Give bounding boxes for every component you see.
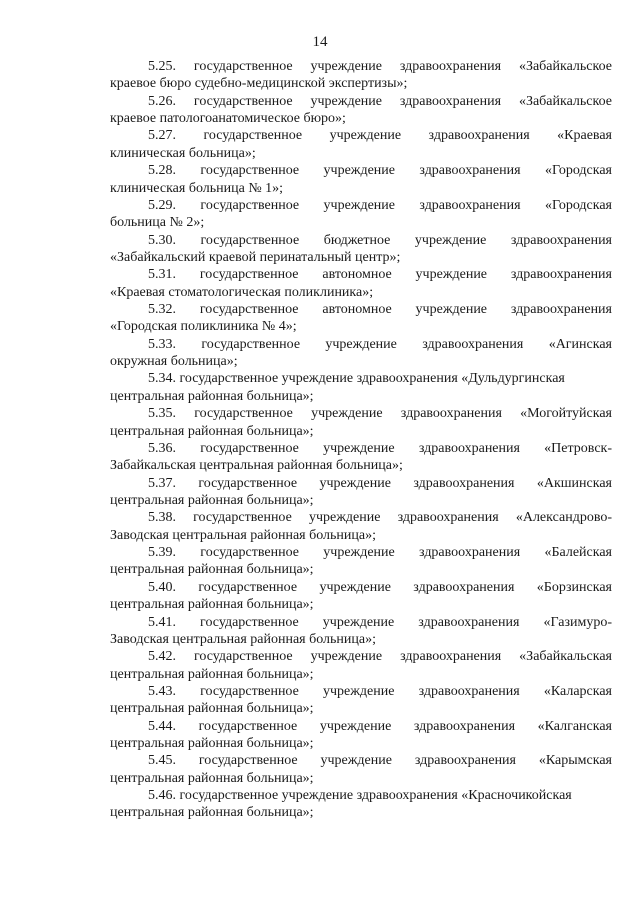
list-item-text: 5.29. государственное учреждение здравоохранения «Городская xyxy=(148,197,612,213)
list-item-text: 5.27. государственное учреждение здравоохранения «Краевая xyxy=(148,128,612,144)
list-item-5-26 xyxy=(110,93,612,128)
list-item-text: 5.39. государственное учреждение здравоохранения «Балейская xyxy=(148,545,612,561)
list-item-text: 5.26. государственное учреждение здравоохранения «Забайкальское xyxy=(148,93,612,109)
list-item-5-42 xyxy=(110,648,612,683)
list-item-continuation: центральная районная больница»; xyxy=(110,492,314,508)
list-item-5-46 xyxy=(110,787,612,822)
list-item-5-30 xyxy=(110,232,612,267)
list-item-continuation: центральная районная больница»; xyxy=(110,423,314,439)
list-item-continuation: центральная районная больница»; xyxy=(110,770,314,786)
list-item-5-27 xyxy=(110,127,612,162)
list-item-text: 5.41. государственное учреждение здравоохранения «Газимуро- xyxy=(148,614,612,630)
list-item-text: 5.43. государственное учреждение здравоохранения «Каларская xyxy=(148,683,612,699)
list-item-text: 5.45. государственное учреждение здравоохранения «Карымская xyxy=(148,753,612,769)
list-item-text: 5.36. государственное учреждение здравоохранения «Петровск- xyxy=(148,440,612,456)
list-item-continuation: Заводская центральная районная больница»; xyxy=(110,631,376,647)
list-item-5-32 xyxy=(110,301,612,336)
list-item-5-36 xyxy=(110,440,612,475)
list-item-5-38 xyxy=(110,509,612,544)
list-item-5-28 xyxy=(110,162,612,197)
list-item-continuation: клиническая больница № 1»; xyxy=(110,180,284,196)
list-item-text: 5.31. государственное автономное учреждение здравоохранения xyxy=(148,267,612,283)
list-item-5-37 xyxy=(110,475,612,510)
list-item-5-41 xyxy=(110,614,612,649)
list-item-continuation: центральная районная больница»; xyxy=(110,562,314,578)
list-item-continuation: центральная районная больница»; xyxy=(110,701,314,717)
list-item-text: 5.35. государственное учреждение здравоохранения «Могойтуйская xyxy=(148,406,612,422)
list-item-continuation: Забайкальская центральная районная больница»; xyxy=(110,458,403,474)
list-item-continuation: краевое патологоанатомическое бюро»; xyxy=(110,111,346,127)
list-item-5-39 xyxy=(110,544,612,579)
list-item-text: 5.40. государственное учреждение здравоохранения «Борзинская xyxy=(148,579,612,595)
list-item-continuation: центральная районная больница»; xyxy=(110,666,314,682)
document-body xyxy=(110,58,612,822)
list-item-5-40 xyxy=(110,579,612,614)
list-item-text: 5.25. государственное учреждение здравоохранения «Забайкальское xyxy=(148,59,612,74)
list-item-5-29 xyxy=(110,197,612,232)
list-item-5-25 xyxy=(110,58,612,93)
list-item-text: 5.34. государственное учреждение здравоохранения «Дульдургинская xyxy=(148,371,565,387)
list-item-continuation: «Краевая стоматологическая поликлиника»; xyxy=(110,284,374,300)
list-item-continuation: «Забайкальский краевой перинатальный центр»; xyxy=(110,249,401,265)
list-item-continuation: центральная районная больница»; xyxy=(110,736,314,752)
page-number: 14 xyxy=(312,34,328,50)
list-item-text: 5.28. государственное учреждение здравоохранения «Городская xyxy=(148,163,612,179)
list-item-5-34 xyxy=(110,370,612,405)
list-item-continuation: Заводская центральная районная больница»; xyxy=(110,527,376,543)
list-item-5-31 xyxy=(110,266,612,301)
list-item-continuation: краевое бюро судебно-медицинской экспертизы»; xyxy=(110,76,408,92)
list-item-continuation: клиническая больница»; xyxy=(110,145,256,161)
list-item-5-35 xyxy=(110,405,612,440)
list-item-continuation: больница № 2»; xyxy=(110,215,205,231)
list-item-continuation: «Городская поликлиника № 4»; xyxy=(110,319,297,335)
list-item-text: 5.46. государственное учреждение здравоохранения «Красночикойская xyxy=(148,788,572,804)
list-item-text: 5.30. государственное бюджетное учреждение здравоохранения xyxy=(148,232,612,248)
list-item-5-45 xyxy=(110,752,612,787)
list-item-text: 5.38. государственное учреждение здравоохранения «Александрово- xyxy=(148,510,612,526)
list-item-continuation: центральная районная больница»; xyxy=(110,388,314,404)
list-item-text: 5.32. государственное автономное учреждение здравоохранения xyxy=(148,302,612,318)
list-item-5-43 xyxy=(110,683,612,718)
list-item-continuation: центральная районная больница»; xyxy=(110,805,314,821)
list-item-continuation: окружная больница»; xyxy=(110,354,238,370)
list-item-text: 5.42. государственное учреждение здравоохранения «Забайкальская xyxy=(148,649,612,665)
list-item-text: 5.37. государственное учреждение здравоохранения «Акшинская xyxy=(148,475,612,491)
list-item-5-44 xyxy=(110,718,612,753)
list-item-5-33 xyxy=(110,336,612,371)
list-item-continuation: центральная районная больница»; xyxy=(110,597,314,613)
list-item-text: 5.33. государственное учреждение здравоохранения «Агинская xyxy=(148,336,612,352)
list-item-text: 5.44. государственное учреждение здравоохранения «Калганская xyxy=(148,718,612,734)
